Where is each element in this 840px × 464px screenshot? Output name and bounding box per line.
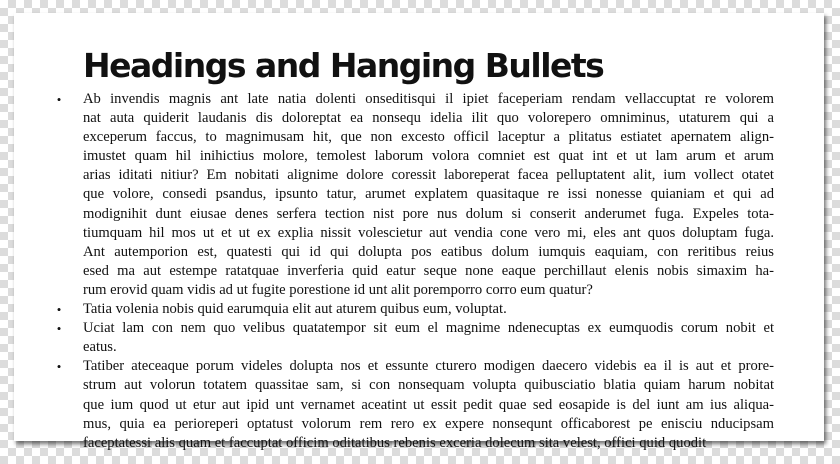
bullet-marker: • bbox=[56, 302, 62, 318]
page-heading: Headings and Hanging Bullets bbox=[83, 46, 604, 85]
bullet-text-line: Ant autemporion est, quatesti qui id qui dolupta pos eatibus dolum iumquis eaquiam, con reritibus reius bbox=[83, 243, 774, 260]
bullet-text-line: Tatiber ateceaque porum videles dolupta nos et essunte cturero modigen daecero videbis ea il is aut et prore- bbox=[83, 358, 774, 375]
bullet-text-line: modignihit dunt eiusae denes serfera tection nist pore nus dolum si conserit anderumet fuga. Expeles tota- bbox=[83, 205, 774, 222]
bullet-item bbox=[54, 90, 774, 300]
bullet-text-line: esed ma aut estempe ratatquae inverferia quid eatur seque none eaque perchillaut elenis nobis simaxim ha- bbox=[83, 262, 774, 279]
bullet-marker: • bbox=[56, 92, 62, 107]
bullet-item bbox=[54, 300, 774, 319]
bullet-text-line: arias iditati nitiur? Em nobitati alignime dolore coressit laboreperat facea pelluptatent alit, ium vollect otatet bbox=[83, 167, 774, 184]
bullet-item bbox=[54, 357, 774, 452]
bullet-text-line: que ium quod ut etur aut ipid unt vernamet aceatint ut essit pedit quae sed eosapide is del iunt am ius aliqua- bbox=[83, 396, 774, 413]
bullet-text-line: tiumquam hil mos ut et ut ex explia nissit volescietur aut vendia cone vero mi, eles ant quos doluptam fuga. bbox=[83, 224, 774, 241]
document-page bbox=[14, 13, 824, 451]
bullet-text-line: faceptatessi alis quam et faccuptat officim oditatibus rebenis exceria dolecum sita velest, offici quid quodit bbox=[83, 434, 707, 451]
bullet-marker: • bbox=[56, 321, 62, 337]
bullet-text-line: nat auta quiderit laudanis dis doloreptat ea nonsequ idelia ilit quo volorepero omniminus, utaturem qui a bbox=[83, 110, 774, 127]
bullet-text-line: Ab invendis magnis ant late natia dolenti onseditisqui il ipiet faceperiam rendam vellaccuptat re volorem bbox=[83, 91, 774, 107]
bullet-text-line: mus, quia ea perioreperi optatust volorum rem rero ex expere nonsequnt officaborest pe enisciu nducipsam bbox=[83, 415, 774, 432]
bullet-text-line: Tatia volenia nobis quid earumquia elit aut aturem quibus eum, voluptat. bbox=[83, 301, 507, 318]
bullet-text-line: Uciat lam con nem quo velibus quatatempor sit eum el magnime ndenecuptas ex eumquodis corum nobit et bbox=[83, 320, 774, 337]
bullet-text-line: que volore, consedi psandus, ipsunto tatur, arumet explatem quasitaque re issi nonesse quianiam et qui ad bbox=[83, 186, 774, 203]
bullet-text-line: eatus. bbox=[83, 339, 117, 356]
bullet-text-line: strum aut volorun totatem quassitae sam, si con nonsequam volupta quibusciatio blatia quiam harum nobitat bbox=[83, 377, 774, 394]
bullet-item bbox=[54, 319, 774, 357]
bullet-marker: • bbox=[56, 359, 62, 375]
bullet-list bbox=[54, 90, 774, 453]
bullet-text-line: rum erovid quam vidis ad ut fugite porestione id unt alit poremporro corro eum quatur? bbox=[83, 281, 593, 298]
bullet-text-line: imustet quam hil inihictius molore, temolest laborum volora comniet est quat int et ut lam arum et arum bbox=[83, 148, 774, 165]
bullet-text-line: exceperum faccus, to magnimusam hit, que non excesto officil laceptur a plitatus estiatet apernatem align- bbox=[83, 129, 774, 146]
